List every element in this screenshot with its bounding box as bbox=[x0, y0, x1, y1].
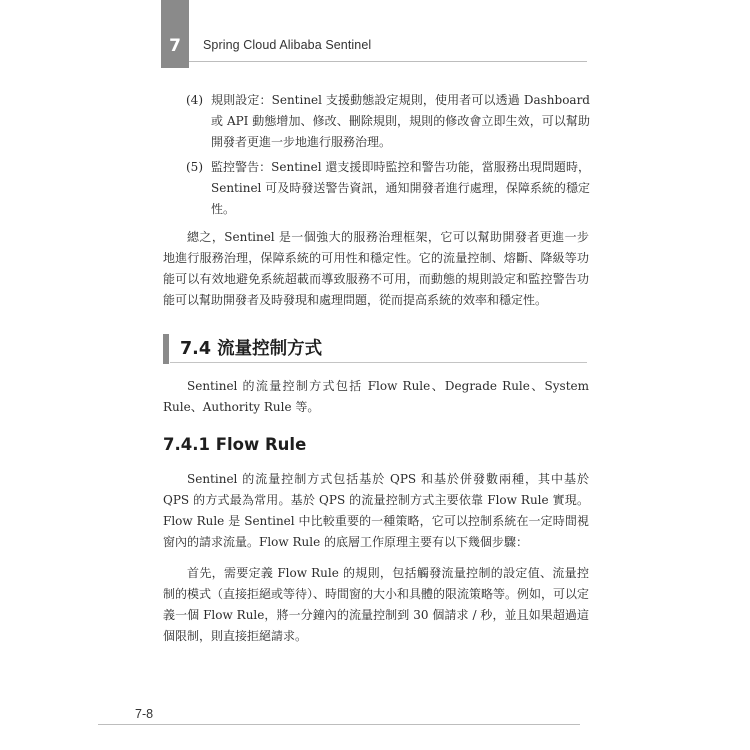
list-item bbox=[186, 157, 590, 220]
list-item-number: (4) bbox=[186, 93, 203, 107]
flow-rule-paragraph-1: Sentinel 的流量控制方式包括基於 QPS 和基於併發數兩種，其中基於 QPS 的方式最為常用。基於 QPS 的流量控制方式主要依靠 Flow Rule 實現。Flow Rule 是 Sentinel 中比較重要的一種策略，它可以控制系統在一定時間視窗內的請求流量。Flow Rule 的底層工作原理主要有以下幾個步驟： bbox=[163, 472, 589, 549]
chapter-number-tab: 7 bbox=[161, 0, 189, 68]
section-intro-paragraph: Sentinel 的流量控制方式包括 Flow Rule、Degrade Rule、System Rule、Authority Rule 等。 bbox=[163, 379, 589, 414]
section-heading: 7.4 流量控制方式 bbox=[163, 334, 587, 364]
summary-paragraph: 總之，Sentinel 是一個強大的服務治理框架，它可以幫助開發者更進一步地進行服務治理，保障系統的可用性和穩定性。它的流量控制、熔斷、降級等功能可以有效地避免系統超載而導致服務不可用，而動態的規則設定和監控警告功能可以幫助開發者及時發現和處理問題，從而提高系統的效率和穩定性。 bbox=[163, 230, 589, 307]
list-item-text: 監控警告：Sentinel 還支援即時監控和警告功能，當服務出現問題時，Sentinel 可及時發送警告資訊，通知開發者進行處理，保障系統的穩定性。 bbox=[211, 160, 590, 216]
section-divider bbox=[170, 362, 587, 363]
list-item-number: (5) bbox=[186, 160, 203, 174]
running-header-title: Spring Cloud Alibaba Sentinel bbox=[203, 38, 372, 52]
list-item-text: 規則設定：Sentinel 支援動態設定規則，使用者可以透過 Dashboard 或 API 動態增加、修改、刪除規則，規則的修改會立即生效，可以幫助開發者更進一步地進行服務治理。 bbox=[211, 93, 590, 149]
subsection-heading: 7.4.1 Flow Rule bbox=[163, 435, 307, 454]
flow-rule-paragraph-2: 首先，需要定義 Flow Rule 的規則，包括觸發流量控制的設定值、流量控制的模式（直接拒絕或等待）、時間窗的大小和具體的限流策略等。例如，可以定義一個 Flow Rule，將一分鐘內的流量控制到 30 個請求 / 秒，並且如果超過這個限制，則直接拒絕請求。 bbox=[163, 566, 590, 643]
footer-divider bbox=[98, 724, 580, 725]
list-item bbox=[186, 90, 590, 153]
header-divider bbox=[189, 61, 587, 62]
page-number: 7-8 bbox=[135, 707, 154, 721]
